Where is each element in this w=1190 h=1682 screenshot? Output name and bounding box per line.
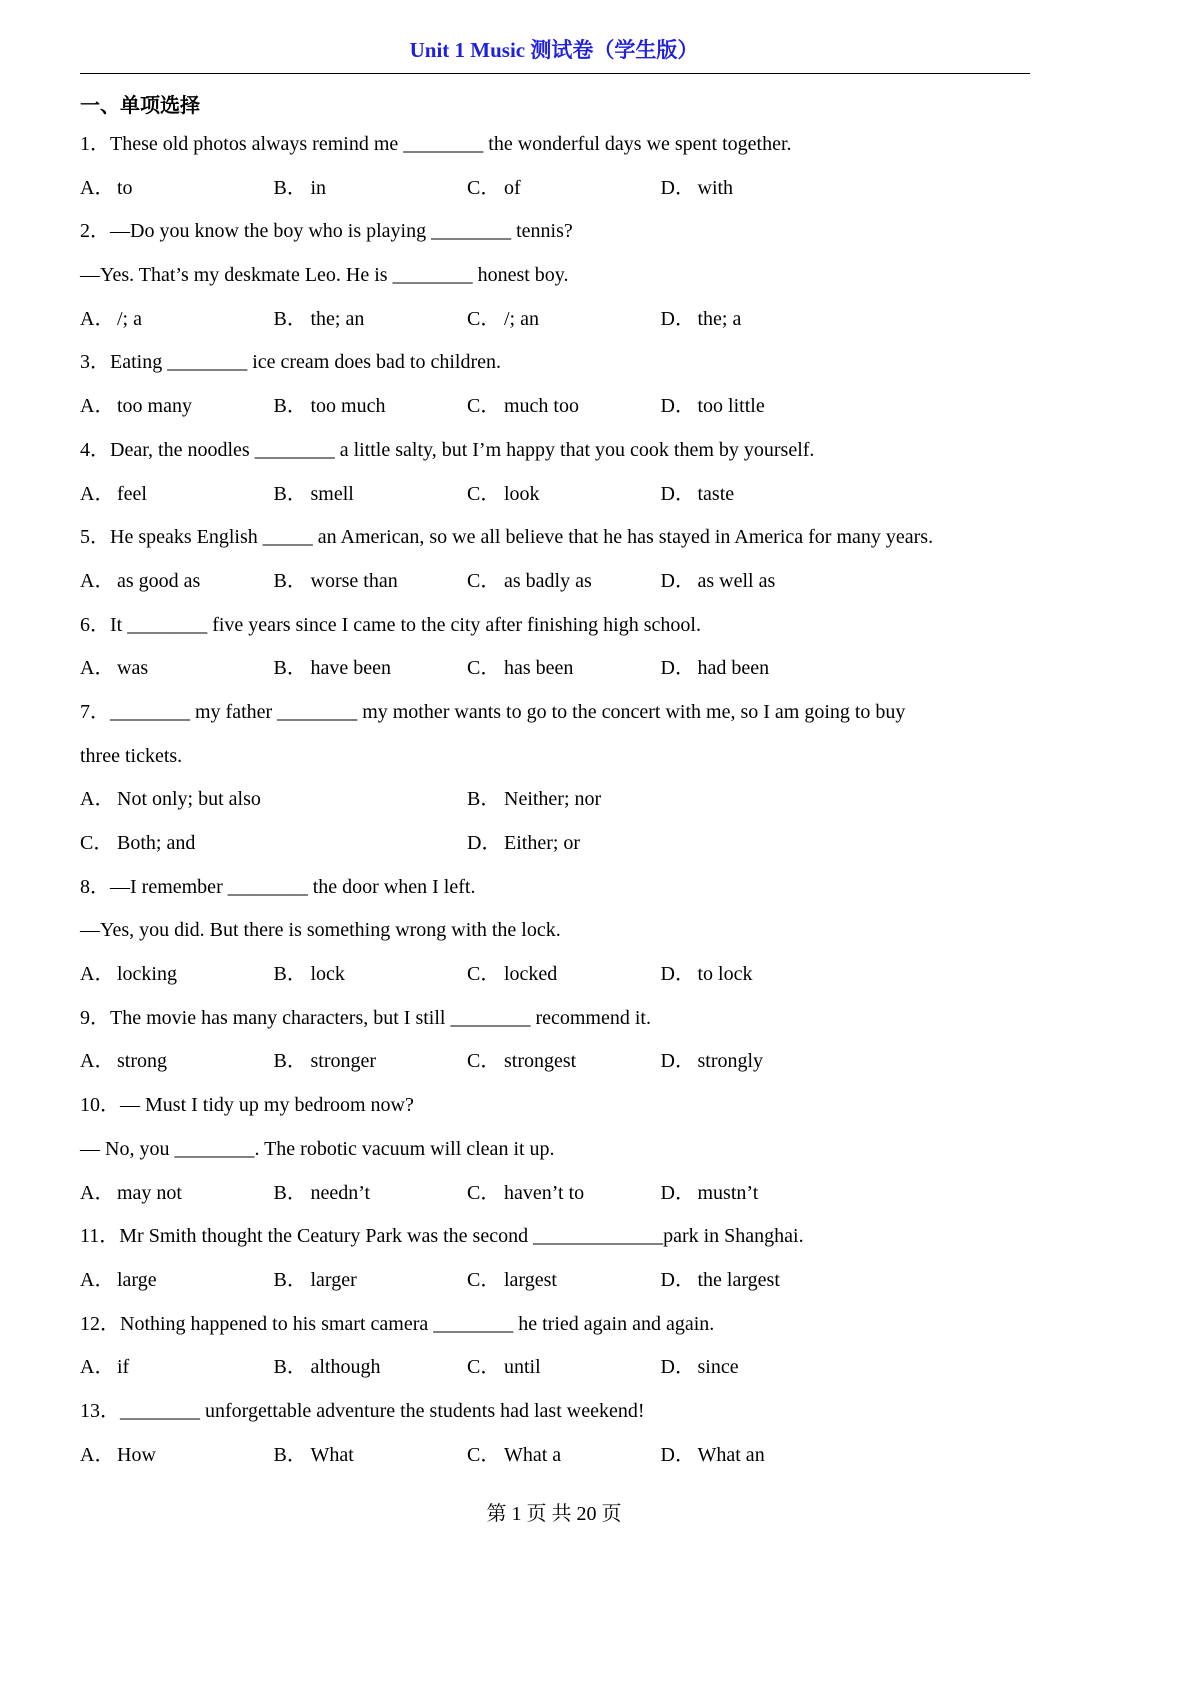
question-item — [80, 341, 1040, 428]
answer-options — [80, 1259, 1040, 1303]
option-letter: C． — [467, 1356, 501, 1379]
question-item — [80, 691, 1040, 866]
answer-option — [80, 1259, 274, 1303]
option-letter: B． — [273, 307, 307, 330]
option-letter: C． — [80, 832, 114, 854]
option-letter: C． — [467, 176, 501, 199]
question-text: 3．Eating ________ ice cream does bad to children. — [80, 351, 501, 374]
question-text: —Yes, you did. But there is something wrong with the lock. — [80, 919, 561, 942]
question-item — [80, 866, 1040, 997]
answer-option — [274, 1434, 468, 1478]
question-item — [80, 1303, 1040, 1390]
answer-options — [80, 822, 1040, 866]
question-item — [80, 429, 1040, 516]
page-title: Unit 1 Music 测试卷（学生版） — [409, 38, 699, 62]
answer-option — [467, 1434, 661, 1478]
answer-option — [274, 298, 468, 342]
question-item — [80, 1215, 1040, 1302]
option-text: Neither; nor — [504, 788, 602, 811]
answer-options — [80, 953, 1040, 997]
answer-option — [467, 298, 661, 342]
option-letter: B． — [273, 482, 307, 505]
option-text: worse than — [310, 569, 398, 592]
option-letter: D． — [660, 569, 695, 592]
option-text: strongly — [697, 1050, 764, 1073]
option-letter: B． — [273, 963, 307, 986]
option-text: had been — [697, 657, 770, 680]
answer-option — [467, 1259, 661, 1303]
answer-option — [80, 1346, 274, 1390]
option-letter: B． — [273, 176, 307, 199]
option-text: strong — [117, 1050, 167, 1073]
option-letter: D． — [660, 395, 695, 418]
option-text: large — [117, 1268, 157, 1291]
option-letter: D． — [660, 1356, 695, 1379]
answer-option — [80, 778, 467, 822]
question-text: 2．—Do you know the boy who is playing ________ tennis? — [80, 220, 573, 243]
question-item — [80, 997, 1040, 1084]
answer-option — [661, 647, 855, 691]
option-letter: C． — [467, 307, 501, 330]
answer-option — [274, 385, 468, 429]
answer-options — [80, 1346, 1040, 1390]
question-text: 7．________ my father ________ my mother wants to go to the concert with me, so I am going to buy — [80, 700, 906, 723]
option-text: largest — [504, 1268, 557, 1291]
answer-option — [80, 560, 274, 604]
answer-option — [80, 1172, 274, 1216]
option-letter: A． — [80, 788, 115, 811]
option-letter: C． — [467, 657, 501, 680]
option-text: too little — [697, 395, 765, 418]
option-letter: B． — [273, 1356, 307, 1379]
option-text: have been — [310, 657, 392, 680]
option-letter: C． — [467, 395, 501, 418]
option-text: in — [310, 176, 327, 199]
option-letter: D． — [660, 657, 695, 680]
option-text: the largest — [697, 1268, 780, 1291]
question-text: 11．Mr Smith thought the Ceatury Park was the second _____________park in Shanghai. — [80, 1225, 804, 1248]
question-item — [80, 210, 1040, 341]
option-text: stronger — [310, 1050, 377, 1073]
option-text: What a — [504, 1443, 562, 1466]
answer-option — [274, 1040, 468, 1084]
question-text: 9．The movie has many characters, but I still ________ recommend it. — [80, 1006, 651, 1029]
option-letter: B． — [467, 788, 501, 811]
option-text: since — [697, 1356, 739, 1379]
option-letter: A． — [80, 482, 115, 505]
option-text: strongest — [504, 1050, 577, 1073]
option-text: /; a — [117, 307, 142, 330]
page-number: 第 1 页 共 20 页 — [486, 1503, 622, 1525]
option-letter: C． — [467, 1443, 501, 1466]
option-letter: A． — [80, 1181, 115, 1204]
option-text: if — [117, 1356, 130, 1379]
option-text: much too — [504, 395, 579, 418]
option-letter: A． — [80, 176, 115, 199]
answer-option — [274, 1172, 468, 1216]
answer-options — [80, 778, 1040, 822]
option-text: although — [310, 1356, 381, 1379]
answer-options — [80, 298, 1040, 342]
answer-option — [274, 167, 468, 211]
option-letter: A． — [80, 307, 115, 330]
option-letter: B． — [273, 569, 307, 592]
option-letter: B． — [273, 1050, 307, 1073]
option-letter: D． — [660, 176, 695, 199]
answer-option — [661, 1346, 855, 1390]
option-text: larger — [310, 1268, 357, 1291]
option-letter: A． — [80, 1050, 115, 1073]
question-text: 12．Nothing happened to his smart camera ________ he tried again and again. — [80, 1312, 715, 1335]
option-text: taste — [697, 482, 735, 505]
option-letter: D． — [660, 963, 695, 986]
answer-option — [467, 1172, 661, 1216]
option-letter: C． — [467, 1050, 501, 1073]
option-letter: B． — [273, 657, 307, 680]
question-item — [80, 516, 1040, 603]
answer-option — [80, 953, 274, 997]
option-text: smell — [310, 482, 354, 505]
option-text: feel — [117, 482, 147, 505]
answer-option — [80, 298, 274, 342]
option-letter: A． — [80, 395, 115, 418]
answer-option — [661, 167, 855, 211]
option-text: Either; or — [504, 832, 581, 854]
option-text: mustn’t — [697, 1181, 759, 1204]
option-text: until — [504, 1356, 541, 1379]
answer-options — [80, 647, 1040, 691]
answer-option — [661, 1040, 855, 1084]
answer-option — [661, 560, 855, 604]
option-text: has been — [504, 657, 574, 680]
option-letter: D． — [660, 1443, 695, 1466]
option-letter: D． — [660, 482, 695, 505]
option-text: too many — [117, 395, 192, 418]
option-letter: D． — [467, 832, 502, 854]
question-text: 8．—I remember ________ the door when I left. — [80, 875, 476, 898]
answer-option — [467, 473, 661, 517]
answer-options — [80, 167, 1040, 211]
answer-option — [661, 298, 855, 342]
answer-option — [661, 1172, 855, 1216]
question-text: 4．Dear, the noodles ________ a little salty, but I’m happy that you cook them by yourself. — [80, 438, 815, 461]
option-letter: B． — [273, 1268, 307, 1291]
option-text: Not only; but also — [117, 788, 261, 811]
option-text: as badly as — [504, 569, 592, 592]
question-text: 13．________ unforgettable adventure the students had last weekend! — [80, 1399, 645, 1422]
answer-option — [467, 953, 661, 997]
answer-option — [80, 647, 274, 691]
option-letter: A． — [80, 1356, 115, 1379]
option-letter: A． — [80, 657, 115, 680]
answer-option — [274, 560, 468, 604]
answer-option — [80, 1040, 274, 1084]
question-list — [80, 123, 1040, 1477]
header-divider — [80, 73, 1030, 74]
answer-options — [80, 385, 1040, 429]
option-text: What — [310, 1443, 354, 1466]
option-text: to — [117, 176, 133, 199]
option-letter: C． — [467, 1181, 501, 1204]
answer-option — [467, 385, 661, 429]
option-text: What an — [697, 1443, 765, 1466]
answer-option — [467, 822, 854, 866]
answer-option — [467, 647, 661, 691]
answer-option — [467, 1346, 661, 1390]
option-letter: A． — [80, 569, 115, 592]
option-letter: D． — [660, 1050, 695, 1073]
option-letter: B． — [273, 1181, 307, 1204]
answer-option — [80, 1434, 274, 1478]
option-text: How — [117, 1443, 156, 1466]
option-text: too much — [310, 395, 386, 418]
question-text: three tickets. — [80, 744, 183, 767]
answer-option — [467, 1040, 661, 1084]
option-text: lock — [310, 963, 345, 986]
answer-option — [467, 560, 661, 604]
option-text: to lock — [697, 963, 753, 986]
answer-option — [274, 953, 468, 997]
option-letter: C． — [467, 963, 501, 986]
option-text: with — [697, 176, 734, 199]
option-letter: C． — [467, 482, 501, 505]
option-letter: B． — [273, 395, 307, 418]
option-text: as well as — [697, 569, 776, 592]
option-letter: C． — [467, 569, 501, 592]
option-letter: D． — [660, 307, 695, 330]
option-text: was — [117, 657, 149, 680]
option-text: /; an — [504, 307, 539, 330]
answer-option — [661, 385, 855, 429]
question-text: — No, you ________. The robotic vacuum will clean it up. — [80, 1137, 555, 1160]
question-text: 5．He speaks English _____ an American, so we all believe that he has stayed in America for many years. — [80, 526, 934, 549]
option-letter: A． — [80, 1268, 115, 1291]
answer-option — [80, 822, 467, 866]
option-letter: C． — [467, 1268, 501, 1291]
option-letter: B． — [273, 1443, 307, 1466]
answer-options — [80, 560, 1040, 604]
option-text: locked — [504, 963, 558, 986]
answer-option — [274, 1259, 468, 1303]
option-text: of — [504, 176, 521, 199]
answer-option — [661, 1434, 855, 1478]
answer-option — [80, 167, 274, 211]
option-text: the; an — [310, 307, 365, 330]
option-text: as good as — [117, 569, 201, 592]
answer-option — [467, 167, 661, 211]
option-letter: A． — [80, 1443, 115, 1466]
answer-option — [661, 953, 855, 997]
answer-options — [80, 1434, 1040, 1478]
answer-options — [80, 1172, 1040, 1216]
option-text: look — [504, 482, 540, 505]
answer-options — [80, 473, 1040, 517]
option-letter: D． — [660, 1181, 695, 1204]
option-text: may not — [117, 1181, 182, 1204]
question-text: 6．It ________ five years since I came to the city after finishing high school. — [80, 613, 701, 636]
option-letter: A． — [80, 963, 115, 986]
question-item — [80, 123, 1040, 210]
question-item — [80, 1084, 1040, 1215]
option-text: Both; and — [117, 832, 196, 854]
answer-option — [661, 473, 855, 517]
answer-option — [467, 778, 854, 822]
question-item — [80, 604, 1040, 691]
answer-option — [274, 647, 468, 691]
question-text: —Yes. That’s my deskmate Leo. He is ________ honest boy. — [80, 264, 569, 287]
section-heading: 一、单项选择 — [80, 95, 200, 117]
option-letter: D． — [660, 1268, 695, 1291]
answer-option — [80, 473, 274, 517]
answer-option — [80, 385, 274, 429]
option-text: haven’t to — [504, 1181, 585, 1204]
question-item — [80, 1390, 1040, 1477]
option-text: locking — [117, 963, 177, 986]
answer-options — [80, 1040, 1040, 1084]
option-text: the; a — [697, 307, 742, 330]
question-text: 10．— Must I tidy up my bedroom now? — [80, 1094, 414, 1117]
answer-option — [274, 1346, 468, 1390]
answer-option — [274, 473, 468, 517]
option-text: needn’t — [310, 1181, 371, 1204]
question-text: 1．These old photos always remind me ________ the wonderful days we spent together. — [80, 133, 792, 155]
answer-option — [661, 1259, 855, 1303]
